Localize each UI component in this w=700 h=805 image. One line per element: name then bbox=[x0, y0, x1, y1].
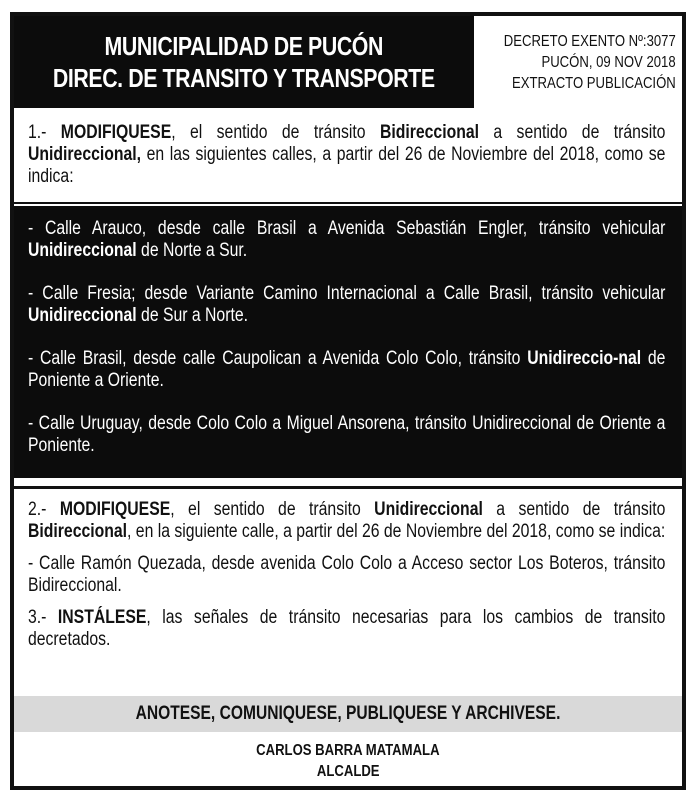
signatory-name: CARLOS BARRA MATAMALA bbox=[256, 742, 440, 759]
section-3-text-a: , las señales de tránsito necesarias para los cambios de transito decretados. bbox=[28, 607, 666, 650]
street-text: - Calle Brasil, desde calle Caupolican a Avenida Colo Colo, tránsito bbox=[28, 348, 528, 369]
header-title-block bbox=[14, 16, 474, 108]
header-decree-block bbox=[474, 16, 682, 108]
section-1-text-c: en las siguientes calles, a partir del 26 de Noviembre del 2018, como se indica: bbox=[28, 144, 666, 187]
section-2-text-c: , en la siguiente calle, a partir del 26 de Noviembre del 2018, como se indica: bbox=[127, 521, 666, 542]
signature-block bbox=[14, 732, 682, 790]
section-1-bold-b: Unidireccional, bbox=[28, 144, 142, 165]
street-text-end: de Norte a Sur. bbox=[136, 240, 248, 261]
street-item bbox=[28, 348, 665, 392]
street-text: - Calle Fresia; desde Variante Camino Internacional a Calle Brasil, tránsito vehicular bbox=[28, 283, 666, 304]
section-2-number: 2.- bbox=[28, 499, 60, 520]
section-1-number: 1.- bbox=[28, 122, 61, 143]
street-item bbox=[28, 413, 665, 457]
section-3-keyword: INSTÁLESE bbox=[57, 607, 147, 628]
section-1-keyword: MODIFIQUESE bbox=[60, 122, 172, 143]
closing-banner bbox=[14, 696, 682, 732]
section-2-text-a: , el sentido de tránsito bbox=[170, 499, 375, 520]
notice-frame bbox=[10, 12, 686, 790]
section-1-text bbox=[28, 122, 665, 188]
street-text: - Calle Uruguay, desde Colo Colo a Miguel Ansorena, tránsito Unidireccional de Oriente a Poniente. bbox=[28, 413, 666, 456]
section-1-text-b: a sentido de tránsito bbox=[479, 122, 666, 143]
street-item bbox=[28, 218, 665, 262]
section-2-bold-a: Unidireccional bbox=[374, 499, 483, 520]
street-bold: Unidireccional bbox=[28, 305, 137, 326]
title-line1: MUNICIPALIDAD DE PUCÓN bbox=[104, 31, 384, 61]
decree-number: DECRETO EXENTO Nº:3077 bbox=[503, 32, 676, 50]
streets-list bbox=[14, 206, 682, 478]
decree-date: PUCÓN, 09 NOV 2018 bbox=[541, 53, 676, 71]
signatory-role: ALCALDE bbox=[316, 763, 380, 780]
section-3-number: 3.- bbox=[28, 607, 58, 628]
street-bold: Unidireccional bbox=[28, 240, 137, 261]
street-bold: Unidireccio-nal bbox=[527, 348, 642, 369]
section-2-text bbox=[28, 499, 665, 543]
section-2-street: - Calle Ramón Quezada, desde avenida Colo Colo a Acceso sector Los Boteros, tránsito Bidireccional. bbox=[28, 553, 666, 596]
section-2-keyword: MODIFIQUESE bbox=[59, 499, 171, 520]
section-2-bold-b: Bidireccional bbox=[28, 521, 128, 542]
section-2-text-b: a sentido de tránsito bbox=[482, 499, 666, 520]
section-2-3 bbox=[14, 486, 682, 696]
section-1-bold-a: Bidireccional bbox=[379, 122, 480, 143]
title-line2: DIREC. DE TRANSITO Y TRANSPORTE bbox=[53, 63, 435, 93]
section-1-text-a: , el sentido de tránsito bbox=[171, 122, 380, 143]
street-text: - Calle Arauco, desde calle Brasil a Avenida Sebastián Engler, tránsito vehicular bbox=[28, 218, 666, 239]
street-text-end: de Sur a Norte. bbox=[136, 305, 248, 326]
section-1 bbox=[14, 116, 682, 204]
closing-banner-text: ANOTESE, COMUNIQUESE, PUBLIQUESE Y ARCHIVESE. bbox=[135, 703, 561, 724]
street-text-end: de Poniente a Oriente. bbox=[28, 348, 666, 391]
decree-extract: EXTRACTO PUBLICACIÓN bbox=[512, 74, 676, 92]
section-gap bbox=[14, 478, 682, 486]
section-3-text bbox=[28, 607, 665, 651]
header bbox=[14, 16, 682, 108]
street-item bbox=[28, 283, 665, 327]
